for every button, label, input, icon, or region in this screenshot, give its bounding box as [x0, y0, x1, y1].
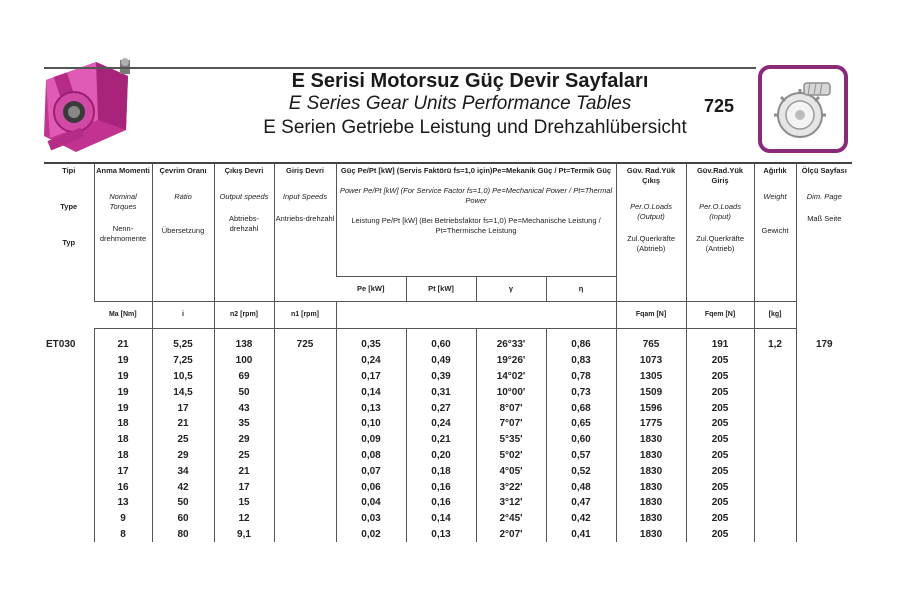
table-cell: 0,06 — [336, 479, 406, 495]
table-cell: 0,04 — [336, 495, 406, 511]
table-cell: 0,57 — [546, 448, 616, 464]
table-cell: 18 — [94, 416, 152, 432]
table-cell: 10,5 — [152, 369, 214, 385]
table-row — [44, 527, 852, 543]
table-cell — [796, 463, 852, 479]
table-cell: 2°07' — [476, 527, 546, 543]
table-cell: 0,16 — [406, 479, 476, 495]
table-cell — [796, 400, 852, 416]
table-cell: 5°02' — [476, 448, 546, 464]
table-cell — [754, 400, 796, 416]
table-cell: 0,52 — [546, 463, 616, 479]
table-cell: 205 — [686, 400, 754, 416]
unit-power-spacer — [336, 302, 616, 329]
table-cell: 1305 — [616, 369, 686, 385]
table-cell: 0,65 — [546, 416, 616, 432]
table-cell: 7°07' — [476, 416, 546, 432]
table-cell: 1830 — [616, 527, 686, 543]
table-cell: 17 — [214, 479, 274, 495]
table-cell — [274, 384, 336, 400]
header-input-radial-load: Güv.Rad.Yük Giriş Per.O.Loads (Input) Zul.Querkräfte (Antrieb) — [686, 163, 754, 302]
header-type: Tipi Type Typ — [44, 163, 94, 329]
table-cell: 1830 — [616, 432, 686, 448]
table-cell: 0,42 — [546, 511, 616, 527]
table-cell: 1830 — [616, 511, 686, 527]
table-cell: 765 — [616, 329, 686, 353]
table-cell — [274, 495, 336, 511]
table-cell: 205 — [686, 416, 754, 432]
table-cell — [796, 432, 852, 448]
table-cell — [274, 511, 336, 527]
table-cell: 25 — [152, 432, 214, 448]
title-turkish: E Serisi Motorsuz Güç Devir Sayfaları — [291, 70, 649, 92]
table-cell — [44, 432, 94, 448]
table-cell — [754, 463, 796, 479]
table-cell: 0,07 — [336, 463, 406, 479]
table-cell: 179 — [796, 329, 852, 353]
unit-weight: [kg] — [754, 302, 796, 329]
table-cell — [274, 527, 336, 543]
table-cell: 205 — [686, 495, 754, 511]
table-cell: 0,14 — [336, 384, 406, 400]
table-cell — [44, 527, 94, 543]
table-cell: 0,10 — [336, 416, 406, 432]
table-cell: 5,25 — [152, 329, 214, 353]
table-cell — [796, 384, 852, 400]
header-ratio: Çevrim Oranı Ratio Übersetzung — [152, 163, 214, 302]
table-cell: 0,41 — [546, 527, 616, 543]
table-cell — [274, 353, 336, 369]
table-cell — [44, 495, 94, 511]
table-cell: 1509 — [616, 384, 686, 400]
table-cell: 0,16 — [406, 495, 476, 511]
table-row — [44, 495, 852, 511]
table-cell: 205 — [686, 384, 754, 400]
table-cell: 1830 — [616, 479, 686, 495]
table-cell: 0,60 — [546, 432, 616, 448]
table-cell: 205 — [686, 448, 754, 464]
table-cell: 19 — [94, 353, 152, 369]
table-cell — [796, 527, 852, 543]
table-cell: 50 — [214, 384, 274, 400]
table-cell: 19 — [94, 400, 152, 416]
table-cell: 50 — [152, 495, 214, 511]
table-cell: 18 — [94, 448, 152, 464]
table-cell: 138 — [214, 329, 274, 353]
table-cell: 0,86 — [546, 329, 616, 353]
table-cell — [274, 432, 336, 448]
header-output-radial-load: Güv. Rad.Yük Çıkış Per.O.Loads (Output) Zul.Querkräfte (Abtrieb) — [616, 163, 686, 302]
table-cell: 0,47 — [546, 495, 616, 511]
table-cell: 8°07' — [476, 400, 546, 416]
table-cell — [754, 495, 796, 511]
table-cell: 14°02' — [476, 369, 546, 385]
table-cell: 21 — [214, 463, 274, 479]
table-cell: 3°22' — [476, 479, 546, 495]
table-cell: 35 — [214, 416, 274, 432]
table-cell — [796, 448, 852, 464]
table-cell — [796, 495, 852, 511]
table-cell: 0,18 — [406, 463, 476, 479]
table-cell — [754, 384, 796, 400]
table-cell — [796, 353, 852, 369]
table-row — [44, 384, 852, 400]
table-cell: 0,39 — [406, 369, 476, 385]
table-cell: 43 — [214, 400, 274, 416]
table-cell: 0,48 — [546, 479, 616, 495]
header-pt: Pt [kW] — [406, 277, 476, 302]
table-cell: 0,02 — [336, 527, 406, 543]
table-row — [44, 369, 852, 385]
header-output-speed: Çıkış Devri Output speeds Abtriebs-drehzahl — [214, 163, 274, 302]
table-cell — [44, 479, 94, 495]
table-cell: 1830 — [616, 495, 686, 511]
table-cell: 0,08 — [336, 448, 406, 464]
table-cell — [796, 369, 852, 385]
table-cell: 191 — [686, 329, 754, 353]
table-cell — [796, 511, 852, 527]
title-german: E Serien Getriebe Leistung und Drehzahlübersicht — [263, 117, 687, 138]
table-cell: 26°33' — [476, 329, 546, 353]
unit-torque: Ma [Nm] — [94, 302, 152, 329]
table-cell: 0,24 — [336, 353, 406, 369]
table-cell — [754, 416, 796, 432]
table-cell — [754, 448, 796, 464]
header-input-speed: Giriş Devri Input Speeds Antriebs-drehzahl — [274, 163, 336, 302]
table-cell: 0,68 — [546, 400, 616, 416]
table-cell — [44, 511, 94, 527]
table-cell — [796, 416, 852, 432]
table-cell: 0,83 — [546, 353, 616, 369]
table-row — [44, 448, 852, 464]
header-eta: η — [546, 277, 616, 302]
table-cell — [44, 416, 94, 432]
unit-output-speed: n2 [rpm] — [214, 302, 274, 329]
table-cell: 0,20 — [406, 448, 476, 464]
table-cell: 42 — [152, 479, 214, 495]
table-row — [44, 400, 852, 416]
table-cell: 34 — [152, 463, 214, 479]
table-cell: 1073 — [616, 353, 686, 369]
table-row — [44, 432, 852, 448]
header-nominal-torque: Anma Momenti Nominal Torques Nenn-drehmomente — [94, 163, 152, 302]
table-cell: 0,09 — [336, 432, 406, 448]
table-cell — [44, 384, 94, 400]
table-cell — [796, 479, 852, 495]
table-cell: 17 — [94, 463, 152, 479]
table-cell: 80 — [152, 527, 214, 543]
table-cell: 69 — [214, 369, 274, 385]
table-cell — [274, 448, 336, 464]
header-weight: Ağırlık Weight Gewicht — [754, 163, 796, 302]
table-body — [44, 329, 852, 543]
header-power: Güç Pe/Pt [kW] (Servis Faktörü fs=1,0 için)Pe=Mekanik Güç / Pt=Termik Güç Power Pe/Pt [kW] (For Service Factor fs=1,0) Pe=Mechanical Power / Pt=Thermal Power Leistung Pe/Pt [kW] (Bei Betriebsfaktor fs=1,0) Pe=Mechanische Leistung / Pt=Thermische Leistung — [336, 163, 616, 277]
table-cell — [754, 369, 796, 385]
table-cell: 21 — [94, 329, 152, 353]
table-cell — [44, 353, 94, 369]
table-cell: 725 — [274, 329, 336, 353]
table-cell: 25 — [214, 448, 274, 464]
header-gamma: γ — [476, 277, 546, 302]
table-cell: 10°00' — [476, 384, 546, 400]
logo-frame — [758, 65, 848, 153]
table-cell: 0,14 — [406, 511, 476, 527]
table-cell — [44, 463, 94, 479]
table-cell: 29 — [214, 432, 274, 448]
table-cell: 60 — [152, 511, 214, 527]
table-cell: 16 — [94, 479, 152, 495]
table-row — [44, 463, 852, 479]
table-row — [44, 353, 852, 369]
table-cell: 8 — [94, 527, 152, 543]
table-cell: 0,60 — [406, 329, 476, 353]
header-pe: Pe [kW] — [336, 277, 406, 302]
table-cell — [44, 400, 94, 416]
table-cell: 1775 — [616, 416, 686, 432]
table-cell: 0,17 — [336, 369, 406, 385]
performance-table — [44, 162, 852, 542]
table-cell: 5°35' — [476, 432, 546, 448]
table-cell — [274, 416, 336, 432]
table-cell: 1830 — [616, 448, 686, 464]
table-cell: 21 — [152, 416, 214, 432]
table-cell — [44, 448, 94, 464]
worm-gear-logo-icon — [770, 77, 836, 143]
unit-ratio: i — [152, 302, 214, 329]
table-cell: 0,27 — [406, 400, 476, 416]
table-row — [44, 479, 852, 495]
table-row — [44, 329, 852, 353]
table-cell: 205 — [686, 432, 754, 448]
table-cell: 13 — [94, 495, 152, 511]
table-cell — [274, 400, 336, 416]
table-cell: 1830 — [616, 463, 686, 479]
page-title-block — [225, 70, 695, 140]
table-cell — [754, 353, 796, 369]
table-cell: 19 — [94, 369, 152, 385]
table-cell: 0,21 — [406, 432, 476, 448]
table-cell: 12 — [214, 511, 274, 527]
title-english: E Series Gear Units Performance Tables — [288, 93, 632, 114]
table-cell: 0,31 — [406, 384, 476, 400]
table-cell: 4°05' — [476, 463, 546, 479]
table-cell: 7,25 — [152, 353, 214, 369]
table-cell: 0,13 — [336, 400, 406, 416]
table-cell — [274, 479, 336, 495]
table-cell: 0,24 — [406, 416, 476, 432]
header-dimension-page: Ölçü Sayfası Dim. Page Maß Seite — [796, 163, 852, 329]
table-cell: 205 — [686, 479, 754, 495]
header-rule — [44, 67, 756, 69]
table-cell: 0,73 — [546, 384, 616, 400]
table-cell: 18 — [94, 432, 152, 448]
page-number: 725 — [704, 96, 735, 116]
table-cell: 9,1 — [214, 527, 274, 543]
table-cell: 2°45' — [476, 511, 546, 527]
table-cell: 17 — [152, 400, 214, 416]
table-cell: 205 — [686, 463, 754, 479]
table-cell: 205 — [686, 511, 754, 527]
table-cell: 14,5 — [152, 384, 214, 400]
table-cell: 100 — [214, 353, 274, 369]
table-cell — [754, 527, 796, 543]
table-cell: 205 — [686, 369, 754, 385]
table-cell: 0,03 — [336, 511, 406, 527]
table-cell: 3°12' — [476, 495, 546, 511]
table-row — [44, 511, 852, 527]
table-cell — [754, 479, 796, 495]
table-cell: 29 — [152, 448, 214, 464]
table-cell — [274, 463, 336, 479]
table-cell — [274, 369, 336, 385]
table-row — [44, 416, 852, 432]
table-cell: 19 — [94, 384, 152, 400]
unit-input-load: Fqem [N] — [686, 302, 754, 329]
table-cell: 0,78 — [546, 369, 616, 385]
table-cell — [754, 432, 796, 448]
unit-output-load: Fqam [N] — [616, 302, 686, 329]
table-cell: 1,2 — [754, 329, 796, 353]
table-cell: 0,49 — [406, 353, 476, 369]
table-cell: 205 — [686, 353, 754, 369]
table-cell: 1596 — [616, 400, 686, 416]
table-cell: 19°26' — [476, 353, 546, 369]
table-cell: 15 — [214, 495, 274, 511]
table-cell: 9 — [94, 511, 152, 527]
table-cell: ET030 — [46, 339, 76, 351]
unit-input-speed: n1 [rpm] — [274, 302, 336, 329]
table-cell: 0,13 — [406, 527, 476, 543]
table-cell: 0,35 — [336, 329, 406, 353]
table-cell — [44, 369, 94, 385]
table-cell — [754, 511, 796, 527]
table-cell: 205 — [686, 527, 754, 543]
